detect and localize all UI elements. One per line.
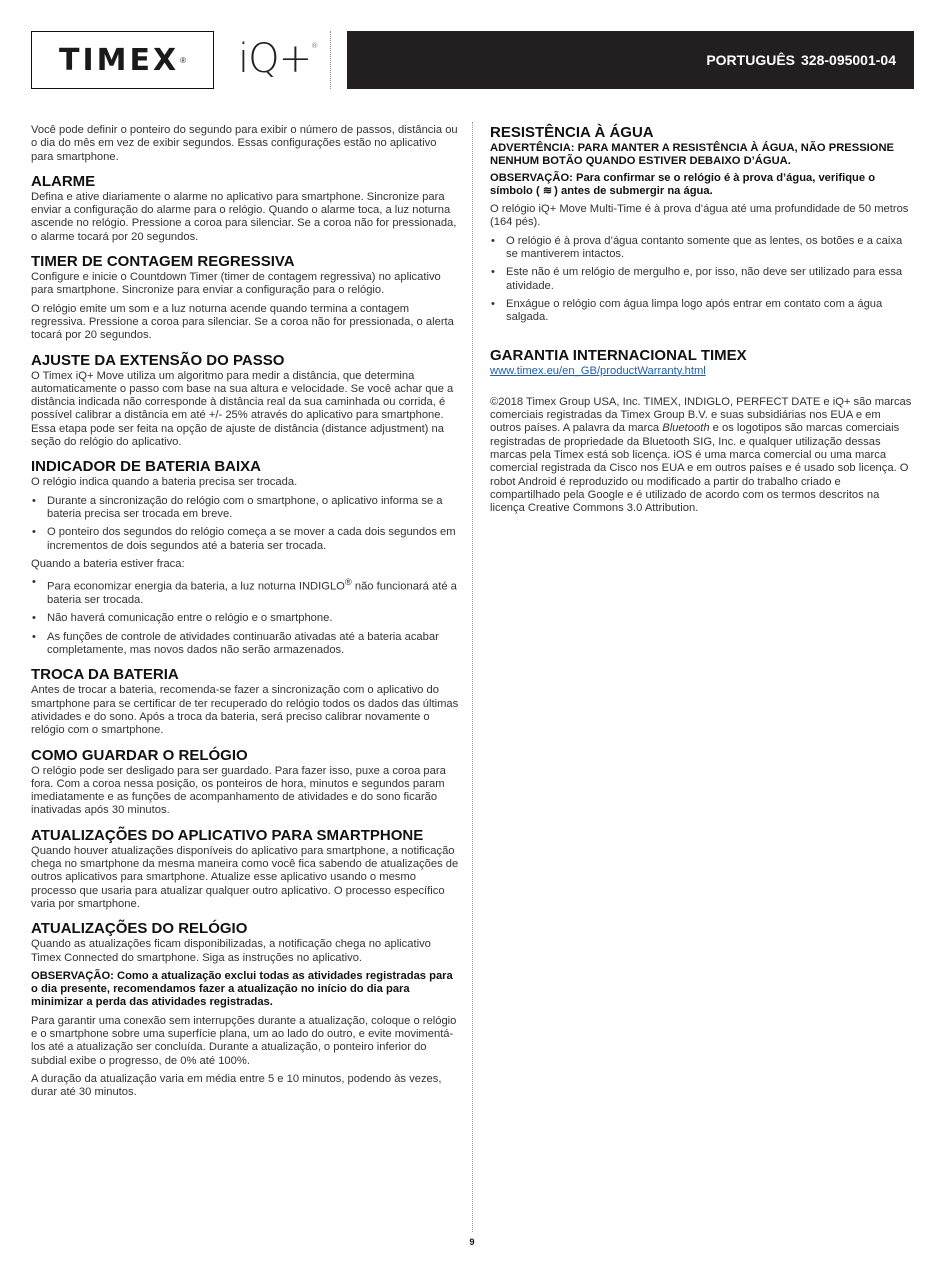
document-code: 328-095001-04 xyxy=(801,52,896,68)
timer-text-2: O relógio emite um som e a luz noturna acende quando termina a contagem regressiva. Pressione a coroa para silenciar. Se a coroa não for pressionada, o alerta tocará por 20 segundos. xyxy=(31,302,454,342)
legal-text-italic: Bluetooth xyxy=(662,422,710,435)
header-bar xyxy=(347,31,914,89)
product-name: iQ+ xyxy=(238,36,312,82)
registered-mark: ® xyxy=(344,577,352,588)
water-resistance-icon: ≋ xyxy=(542,184,552,197)
water-heading: RESISTÊNCIA À ÁGUA xyxy=(490,124,654,141)
water-note-text: OBSERVAÇÃO: Para confirmar se o relógio é à prova d’água, verifique o símbolo ( xyxy=(490,171,876,197)
watch-updates-heading: ATUALIZAÇÕES DO RELÓGIO xyxy=(31,920,248,938)
column-divider xyxy=(472,122,473,1232)
page-number: 9 xyxy=(469,1237,475,1247)
water-text: O relógio iQ+ Move Multi-Time é à prova d’água até uma profundidade de 50 metros (164 pés). xyxy=(490,203,909,229)
battery-change-text: Antes de trocar a bateria, recomenda-se fazer a sincronização com o aplicativo do smartphone para se certificar de ter recuperado do relógio todos os dados das últimas atividades e do sono. Após a troca da bateria, será preciso calibrar novamente o relógio com o smartphone. xyxy=(31,684,459,737)
product-registered-mark: ® xyxy=(311,42,318,50)
list-item: • As funções de controle de atividades continuarão ativadas até a bateria acabar completamente, mas novos dados não serão armazenados. xyxy=(31,631,461,658)
watch-updates-text-2: Para garantir uma conexão sem interrupções durante a atualização, coloque o relógio e o smartphone sobre uma superfície plana, um ao lado do outro, e evite movimentá-los até a atualização ser concluída. Durante a atualização, o ponteiro inferior do subdial exibe o progresso, de 0% até 100%. xyxy=(31,1014,457,1067)
storage-heading: COMO GUARDAR O RELÓGIO xyxy=(31,746,248,764)
brand-name: TIMEX xyxy=(58,42,180,78)
header-divider xyxy=(330,31,331,89)
list-item: • O relógio é à prova d’água contanto somente que as lentes, os botões e a caixa se mantiverem intactos. xyxy=(490,235,914,262)
list-item xyxy=(31,576,461,607)
timer-text-1: Configure e inicie o Countdown Timer (timer de contagem regressiva) no aplicativo para smartphone. Sincronize para enviar a configuração para o relógio. xyxy=(31,271,441,297)
intro-text: Você pode definir o ponteiro do segundo para exibir o número de passos, distância ou o dia do mês em vez de exibir segundos. Essas configurações estão no aplicativo para smartphone. xyxy=(31,124,458,163)
water-warning: ADVERTÊNCIA: PARA MANTER A RESISTÊNCIA À ÁGUA, NÃO PRESSIONE NENHUM BOTÃO QUANDO ESTIVER DEBAIXO D’ÁGUA. xyxy=(490,142,895,168)
list-item: • Este não é um relógio de mergulho e, por isso, não deve ser utilizado para essa atividade. xyxy=(490,266,914,293)
stride-heading: AJUSTE DA EXTENSÃO DO PASSO xyxy=(31,351,285,369)
legal-text-part: e os logotipos são marcas comerciais registradas de propriedade da Bluetooth SIG, Inc. e qualquer utilização dessas marcas pela Timex está sob licença. iOS é uma marca comercial ou uma marca comercial registrada da Cisco nos EUA e em outros países e é usado sob licença. O robot Android é reproduzido ou modificado a partir do trabalho criado e compartilhado pela Google e é utilizado de acordo com os termos descritos na licença Creative Commons 3.0 Attribution. xyxy=(490,422,909,515)
right-column xyxy=(490,124,914,521)
warranty-heading: GARANTIA INTERNACIONAL TIMEX xyxy=(490,346,747,364)
battery-change-heading: TROCA DA BATERIA xyxy=(31,666,179,684)
alarm-text: Defina e ative diariamente o alarme no aplicativo para smartphone. Sincronize para enviar a configuração do alarme para o relógio. Quando o alarme toca, a luz noturna ascende no relógio. Pressione a coroa para silenciar. Se a coroa não for pressionada, o alarme tocará por 20 segundos. xyxy=(31,190,457,243)
list-item: • O ponteiro dos segundos do relógio começa a se mover a cada dois segundos em incrementos de dois segundos até a bateria ser trocada. xyxy=(31,526,461,553)
list-item: • Durante a sincronização do relógio com o smartphone, o aplicativo informa se a bateria precisa ser trocada em breve. xyxy=(31,495,461,522)
battery-low-heading: INDICADOR DE BATERIA BAIXA xyxy=(31,458,262,476)
watch-updates-text-1: Quando as atualizações ficam disponibilizadas, a notificação chega no aplicativo Timex Connected do smartphone. Siga as instruções no aplicativo. xyxy=(31,938,431,964)
list-item: • Não haverá comunicação entre o relógio e o smartphone. xyxy=(31,612,461,625)
alarm-heading: ALARME xyxy=(31,172,96,190)
water-list xyxy=(490,235,914,325)
legal-text xyxy=(490,396,914,516)
list-item-text: Para economizar energia da bateria, a luz noturna INDIGLO xyxy=(47,580,345,593)
list-item-text: não funcionará até a bateria ser trocada. xyxy=(47,580,457,607)
iq-plus-logo xyxy=(238,36,317,82)
list-item: • Enxágue o relógio com água limpa logo após entrar em contato com a água salgada. xyxy=(490,298,914,325)
brand-registered-mark: ® xyxy=(180,55,186,65)
storage-text: O relógio pode ser desligado para ser guardado. Para fazer isso, puxe a coroa para fora. Com a coroa nessa posição, os ponteiros de hora, minutos e segundos param imediatamente e as funções de acompanhamento de atividades e do sono ficarão inativadas após 30 minutos. xyxy=(31,764,446,817)
water-note-text: ) antes de submergir na água. xyxy=(551,184,713,197)
battery-weak-text: Quando a bateria estiver fraca: xyxy=(31,557,185,570)
watch-updates-text-3: A duração da atualização varia em média entre 5 e 10 minutos, podendo às vezes, durar até 30 minutos. xyxy=(31,1072,442,1099)
battery-low-list-1 xyxy=(31,495,461,553)
timex-logo xyxy=(31,31,214,89)
app-updates-text: Quando houver atualizações disponíveis do aplicativo para smartphone, a notificação chega no smartphone da mesma maneira como você fica sabendo de atualizações de outros aplicativos para smartphone. Atualize esse aplicativo usando o mesmo processo que usaria para atualizar qualquer outro aplicativo. O processo específico varia por smartphone. xyxy=(31,844,459,910)
battery-low-text: O relógio indica quando a bateria precisa ser trocada. xyxy=(31,476,298,489)
app-updates-heading: ATUALIZAÇÕES DO APLICATIVO PARA SMARTPHONE xyxy=(31,826,424,844)
water-note xyxy=(490,172,914,199)
battery-low-list-2 xyxy=(31,576,461,657)
left-column xyxy=(31,124,461,1104)
language-label: PORTUGUÊS xyxy=(706,52,796,68)
legal-text-part: ©2018 Timex Group USA, Inc. TIMEX, INDIGLO, PERFECT DATE e iQ+ são marcas comerciais registradas da Timex Group B.V. e suas subsidiárias nos EUA e em outros países. A palavra da marca xyxy=(490,395,912,435)
watch-updates-note: OBSERVAÇÃO: Como a atualização exclui todas as atividades registradas para o dia presente, recomendamos fazer a atualização no início do dia para minimizar a perda das atividades registradas. xyxy=(31,969,453,1009)
timer-heading: TIMER DE CONTAGEM REGRESSIVA xyxy=(31,253,295,271)
stride-text: O Timex iQ+ Move utiliza um algoritmo para medir a distância, que determina automaticamente o passo com base na sua altura e velocidade. Se você achar que a distância indicada não corresponde à distância real da sua caminhada ou corrida, é possível calibrar a distância em até +/- 25% através do aplicativo para smartphone. Essa etapa pode ser feita na opção de ajuste de distância (distance adjustment) na seção do relógio do aplicativo. xyxy=(31,369,454,449)
warranty-link[interactable]: www.timex.eu/en_GB/productWarranty.html xyxy=(490,364,706,377)
